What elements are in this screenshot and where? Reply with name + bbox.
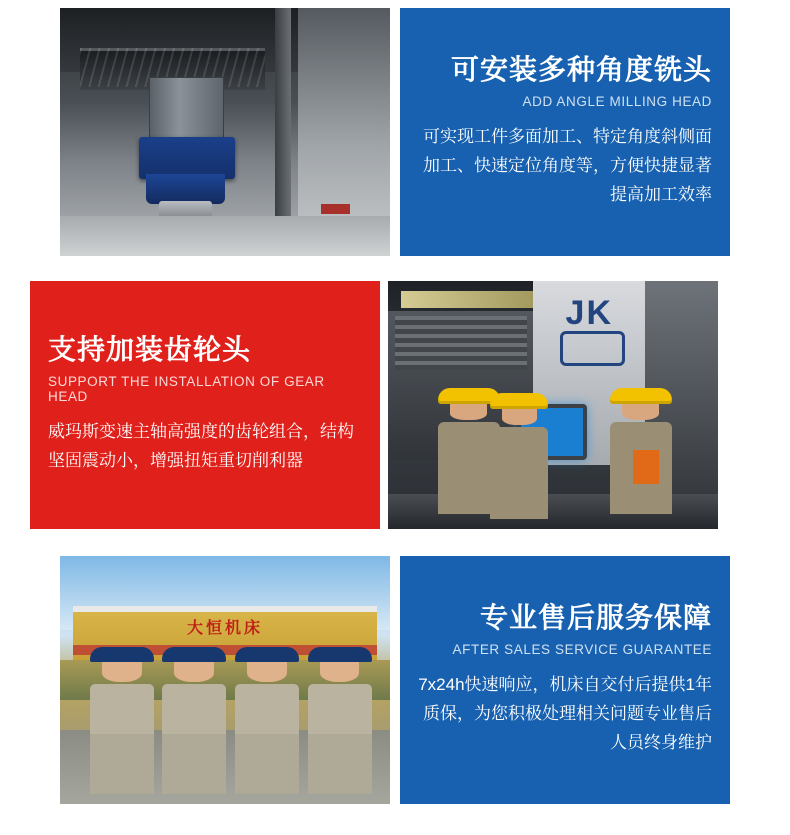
section-title-en: AFTER SALES SERVICE GUARANTEE bbox=[452, 642, 712, 658]
photo-face bbox=[102, 662, 142, 682]
photo-helmet bbox=[610, 388, 672, 404]
section-body-cn: 威玛斯变速主轴高强度的齿轮组合，结构坚固震动小，增强扭矩重切削利器 bbox=[48, 422, 354, 471]
machine-logo-text: JK bbox=[565, 293, 614, 332]
photo-staff-member bbox=[162, 647, 226, 794]
photo-staff-member bbox=[235, 647, 299, 794]
photo-cap bbox=[308, 647, 372, 662]
machine-logo-badge bbox=[560, 331, 625, 367]
photo-ceiling-lights bbox=[401, 291, 533, 308]
section-after-sales-service bbox=[0, 556, 790, 804]
photo-uniform bbox=[235, 684, 299, 794]
photo-uniform bbox=[490, 427, 548, 519]
photo-after-sales-team bbox=[60, 556, 390, 804]
photo-cap bbox=[90, 647, 154, 662]
photo-face bbox=[320, 662, 360, 682]
text-gear-head bbox=[30, 281, 380, 529]
photo-uniform bbox=[308, 684, 372, 794]
photo-gear-head bbox=[388, 281, 718, 529]
photo-face bbox=[174, 662, 214, 682]
section-title-en: SUPPORT THE INSTALLATION OF GEAR HEAD bbox=[48, 374, 325, 405]
photo-floor bbox=[60, 216, 390, 256]
photo-angle-milling-head bbox=[60, 8, 390, 256]
factory-sign-text: 大恒机床 bbox=[186, 620, 263, 638]
section-body-cn: 可实现工件多面加工、特定角度斜侧面加工、快速定位角度等，方便快捷显著提高加工效率 bbox=[423, 127, 712, 205]
photo-machine-slats bbox=[395, 316, 527, 371]
section-title-en: ADD ANGLE MILLING HEAD bbox=[522, 94, 712, 110]
photo-staff-member bbox=[90, 647, 154, 794]
photo-face bbox=[502, 409, 537, 425]
section-title-cn: 可安装多种角度铣头 bbox=[450, 54, 712, 86]
photo-cap bbox=[235, 647, 299, 662]
photo-face bbox=[247, 662, 287, 682]
photo-angle-head-lower bbox=[146, 174, 225, 204]
photo-helmet bbox=[490, 393, 548, 409]
section-angle-milling-head bbox=[0, 8, 790, 256]
text-angle-milling-head bbox=[400, 8, 730, 256]
section-title-cn: 支持加装齿轮头 bbox=[48, 334, 252, 366]
section-title-cn: 专业售后服务保障 bbox=[479, 602, 712, 634]
photo-uniform bbox=[162, 684, 226, 794]
photo-red-object bbox=[321, 204, 351, 214]
photo-machine-ram bbox=[149, 77, 224, 143]
photo-orange-equipment bbox=[633, 450, 659, 484]
text-after-sales-service bbox=[400, 556, 730, 804]
section-body-cn: 7x24h快速响应，机床自交付后提供1年质保，为您积极处理相关问题专业售后人员终身维护 bbox=[418, 675, 712, 753]
section-gear-head bbox=[0, 281, 790, 529]
photo-staff-member bbox=[308, 647, 372, 794]
photo-cap bbox=[162, 647, 226, 662]
photo-face bbox=[450, 404, 487, 420]
photo-uniform bbox=[90, 684, 154, 794]
photo-angle-head bbox=[139, 137, 235, 179]
photo-worker bbox=[490, 393, 548, 519]
photo-face bbox=[622, 404, 659, 420]
